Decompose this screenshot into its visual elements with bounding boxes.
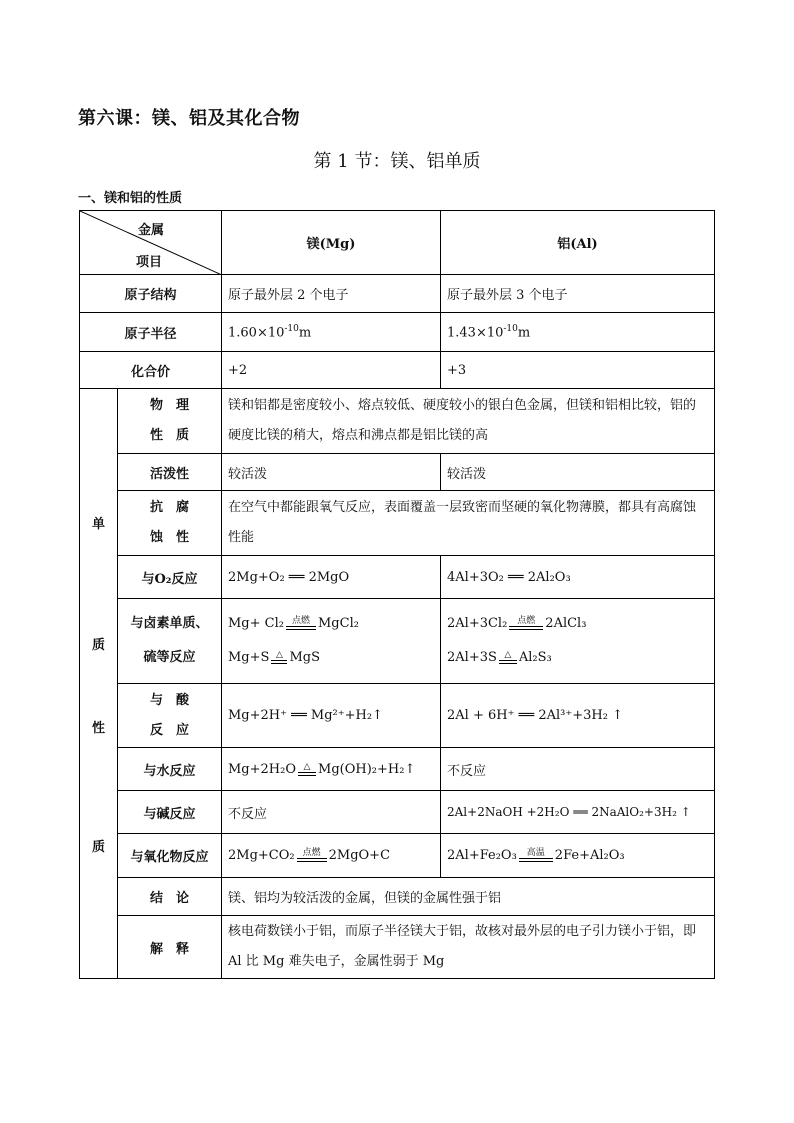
- row-label-halogen-2: 硫等反应: [143, 650, 196, 665]
- row-label-oxygen: 与O₂反应: [118, 556, 222, 599]
- category-char-2: 质: [91, 637, 105, 653]
- eq-left: 2Mg+CO₂: [228, 848, 295, 863]
- al-oxygen-eq: 4Al+3O₂ ══ 2Al₂O₃: [441, 556, 715, 599]
- table-row: [80, 491, 715, 556]
- al-acid-eq: 2Al + 6H⁺ ══ 2Al³⁺+3H₂ ↑: [441, 684, 715, 748]
- al-radius-exp: -10: [503, 323, 518, 334]
- eq-right: 2MgO+C: [328, 848, 391, 863]
- eq-left: Mg+ Cl₂: [228, 616, 284, 631]
- table-row: [80, 556, 715, 599]
- al-structure: 原子最外层 3 个电子: [441, 275, 715, 313]
- double-line: [509, 626, 543, 630]
- row-label-corrosion-2: 蚀 性: [149, 530, 189, 545]
- eq-left: Mg+S: [228, 650, 270, 665]
- al-halogen-eqs: [441, 599, 715, 684]
- reaction-condition: △: [504, 650, 512, 660]
- reaction-arrow: [286, 617, 316, 630]
- row-label-radius: 原子半径: [80, 313, 222, 352]
- reaction-arrow: [297, 849, 327, 862]
- reaction-condition: 点燃: [517, 616, 536, 626]
- eq-left: 2Al+3S: [447, 650, 497, 665]
- row-label-water: 与水反应: [118, 748, 222, 791]
- al-valence: +3: [441, 352, 715, 389]
- al-radius-unit: m: [517, 325, 531, 341]
- row-label-acid: [118, 684, 222, 748]
- reaction-condition: 点燃: [291, 616, 310, 626]
- al-radius-base: 1.43×10: [447, 325, 504, 341]
- eq-right: MgCl₂: [317, 616, 359, 631]
- al-activity: 较活泼: [441, 454, 715, 491]
- row-label-halogen-1: 与卤素单质、: [130, 616, 209, 631]
- mg-activity: 较活泼: [222, 454, 441, 491]
- al-oxide-eq: [441, 834, 715, 878]
- row-label-physical: [118, 389, 222, 454]
- eq-left: Mg+2H₂O: [228, 761, 297, 777]
- lesson-title: 第六课：镁、铝及其化合物: [78, 108, 300, 129]
- properties-table: [79, 210, 715, 979]
- reaction-arrow: [509, 617, 543, 630]
- row-label-structure: 原子结构: [80, 275, 222, 313]
- reaction-condition: 高温: [526, 848, 545, 858]
- table-row: [80, 878, 715, 916]
- category-char-4: 质: [91, 839, 105, 855]
- eq-right: 2Fe+Al₂O₃: [554, 848, 625, 863]
- table-row: [80, 791, 715, 834]
- double-line: [297, 858, 327, 862]
- mg-structure: 原子最外层 2 个电子: [222, 275, 441, 313]
- double-line: [298, 772, 316, 776]
- double-line: [519, 858, 553, 862]
- row-label-halogen: [118, 599, 222, 684]
- eq-right: Al₂S₃: [518, 650, 552, 665]
- mg-oxygen-eq: 2Mg+O₂ ══ 2MgO: [222, 556, 441, 599]
- table-row: [80, 352, 715, 389]
- eq-left: 2Al+3Cl₂: [447, 616, 508, 631]
- mg-radius: [222, 313, 441, 352]
- mg-valence: +2: [222, 352, 441, 389]
- table-row: [80, 916, 715, 979]
- double-line: [271, 660, 287, 664]
- row-label-activity: 活泼性: [118, 454, 222, 491]
- al-halogen-eq-1: [447, 607, 708, 641]
- mg-radius-unit: m: [298, 325, 312, 341]
- corrosion-text: 在空气中都能跟氧气反应，表面覆盖一层致密而坚硬的氧化物薄膜，都具有高腐蚀性能: [222, 491, 715, 556]
- double-line: [286, 626, 316, 630]
- header-metal-label: 金属: [138, 223, 165, 238]
- table-row: [80, 454, 715, 491]
- al-water: 不反应: [441, 748, 715, 791]
- table-row: [80, 748, 715, 791]
- mg-halogen-eq-2: [228, 641, 434, 675]
- explanation-text: 核电荷数镁小于铝，而原子半径镁大于铝，故核对最外层的电子引力镁小于铝，即 Al 比 Mg 难失电子，金属性弱于 Mg: [222, 916, 715, 979]
- header-mg: 镁(Mg): [222, 211, 441, 275]
- subsection-title: 一、镁和铝的性质: [78, 191, 183, 206]
- table-row: [80, 275, 715, 313]
- reaction-arrow: [298, 763, 316, 776]
- row-label-corrosion: [118, 491, 222, 556]
- section-title: 第 1 节：镁、铝单质: [313, 151, 481, 172]
- conclusion-text: 镁、铝均为较活泼的金属，但镁的金属性强于铝: [222, 878, 715, 916]
- reaction-condition: △: [303, 761, 311, 772]
- reaction-condition: 点燃: [302, 848, 321, 858]
- diagonal-header-cell: [80, 211, 222, 275]
- row-label-conclusion: 结 论: [118, 878, 222, 916]
- reaction-arrow: [499, 651, 517, 664]
- al-radius: [441, 313, 715, 352]
- physical-text: 镁和铝都是密度较小、熔点较低、硬度较小的银白色金属，但镁和铝相比较，铝的硬度比镁的稍大，熔点和沸点都是铝比镁的高: [222, 389, 715, 454]
- al-base-eq: 2Al+2NaOH +2H₂O ══ 2NaAlO₂+3H₂ ↑: [441, 791, 715, 834]
- mg-radius-base: 1.60×10: [228, 325, 285, 341]
- eq-right: Mg(OH)₂+H₂↑: [318, 761, 416, 777]
- header-al: 铝(Al): [441, 211, 715, 275]
- row-label-physical-2: 性 质: [149, 428, 189, 443]
- row-label-oxide: 与氧化物反应: [118, 834, 222, 878]
- category-cell: [80, 389, 118, 979]
- row-label-explanation: 解 释: [118, 916, 222, 979]
- eq-left: 2Al+Fe₂O₃: [447, 848, 517, 863]
- mg-oxide-eq: [222, 834, 441, 878]
- table-header-row: [80, 211, 715, 275]
- mg-halogen-eqs: [222, 599, 441, 684]
- mg-base: 不反应: [222, 791, 441, 834]
- table-row: [80, 684, 715, 748]
- mg-radius-exp: -10: [284, 323, 299, 334]
- category-char-3: 性: [91, 720, 105, 736]
- row-label-corrosion-1: 抗 腐: [149, 500, 189, 515]
- mg-acid-eq: Mg+2H⁺ ══ Mg²⁺+H₂↑: [222, 684, 441, 748]
- reaction-condition: △: [275, 650, 283, 660]
- row-label-valence: 化合价: [80, 352, 222, 389]
- header-item-label: 项目: [136, 255, 163, 270]
- row-label-acid-1: 与 酸: [149, 692, 189, 708]
- row-label-base: 与碱反应: [118, 791, 222, 834]
- category-char-1: 单: [91, 516, 105, 532]
- mg-water-eq: [222, 748, 441, 791]
- row-label-acid-2: 反 应: [149, 722, 189, 738]
- reaction-arrow: [519, 849, 553, 862]
- row-label-physical-1: 物 理: [149, 398, 189, 413]
- table-row: [80, 389, 715, 454]
- table-row: [80, 313, 715, 352]
- mg-halogen-eq-1: [228, 607, 434, 641]
- double-line: [499, 660, 517, 664]
- al-halogen-eq-2: [447, 641, 708, 675]
- eq-right: 2AlCl₃: [545, 616, 587, 631]
- reaction-arrow: [271, 651, 287, 664]
- table-row: [80, 834, 715, 878]
- eq-right: MgS: [289, 650, 320, 665]
- table-row: [80, 599, 715, 684]
